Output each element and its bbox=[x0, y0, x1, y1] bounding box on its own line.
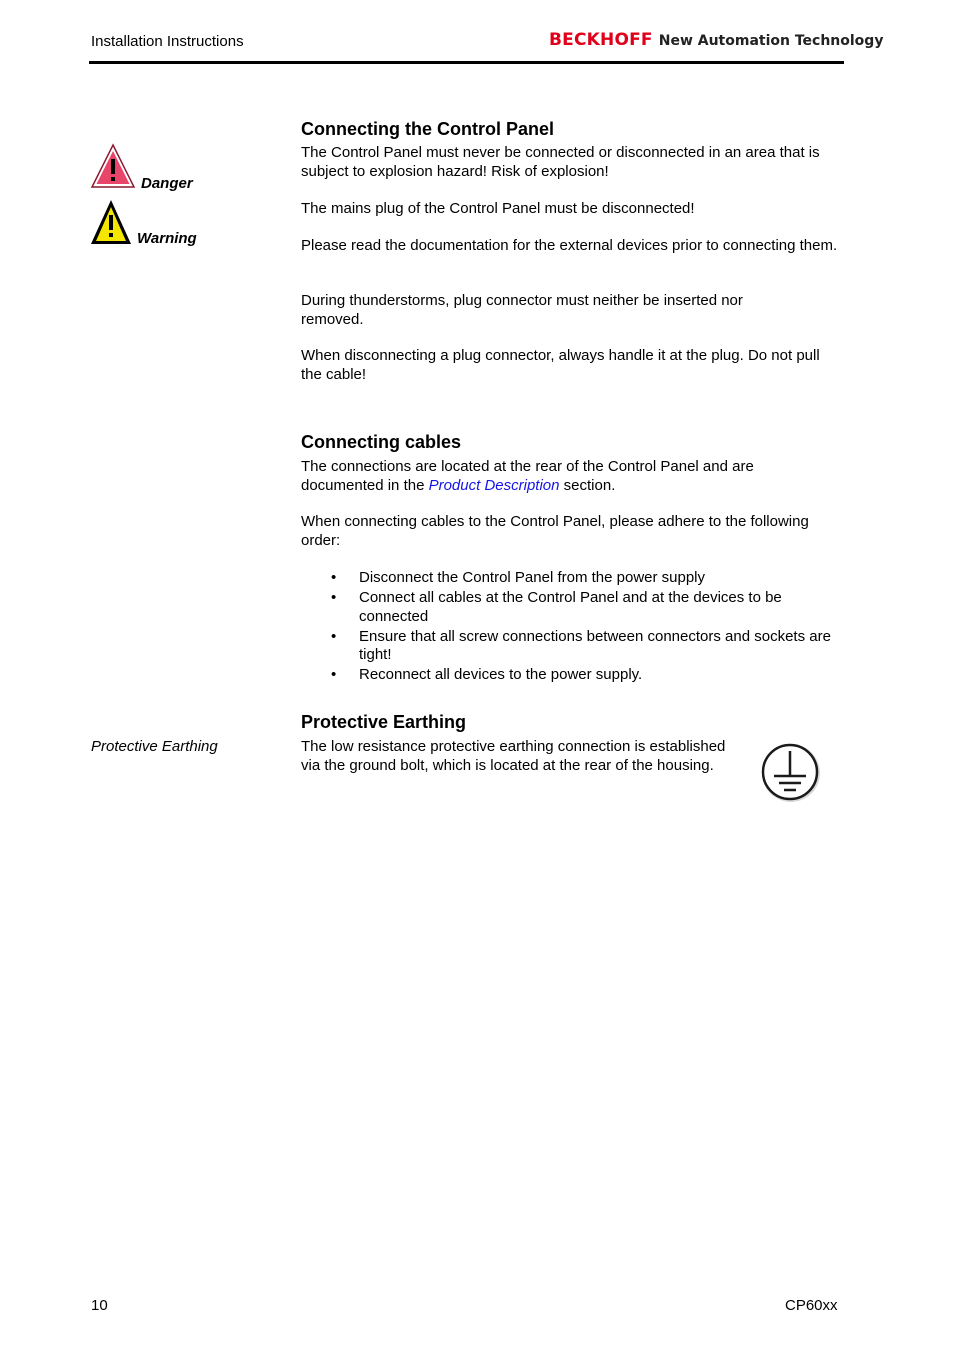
earthing-paragraph: The low resistance protective earthing connection is established via the ground bolt, which is located at the rear of the housing. bbox=[301, 738, 726, 774]
brand-tagline: New Automation Technology bbox=[658, 33, 884, 49]
cables-intro-suffix: section. bbox=[559, 476, 616, 494]
header-divider bbox=[89, 61, 844, 64]
cables-intro-text: The connections are located at the rear of the Control Panel and are documented in the bbox=[301, 458, 754, 494]
control-panel-paragraph-2: The mains plug of the Control Panel must be disconnected! bbox=[301, 200, 695, 217]
protective-earthing-side-label: Protective Earthing bbox=[91, 738, 218, 755]
danger-label: Danger bbox=[141, 175, 193, 192]
header-section-title: Installation Instructions bbox=[91, 33, 244, 50]
control-panel-paragraph-4: During thunderstorms, plug connector must neither be inserted nor removed. bbox=[301, 292, 743, 328]
cables-intro-paragraph bbox=[301, 458, 821, 495]
cables-order-paragraph: When connecting cables to the Control Panel, please adhere to the following order: bbox=[301, 513, 809, 549]
warning-icon bbox=[90, 199, 132, 245]
product-description-link[interactable]: Product Description bbox=[428, 476, 560, 494]
list-item: • Connect all cables at the Control Panel and at the devices to be connected bbox=[331, 589, 782, 625]
control-panel-paragraph-3: Please read the documentation for the external devices prior to connecting them. bbox=[301, 237, 838, 254]
heading-protective-earthing: Protective Earthing bbox=[301, 712, 467, 732]
warning-label: Warning bbox=[137, 230, 197, 247]
heading-connecting-control-panel: Connecting the Control Panel bbox=[301, 119, 555, 139]
control-panel-paragraph-5: When disconnecting a plug connector, always handle it at the plug. Do not pull the cable! bbox=[301, 347, 820, 383]
ground-icon bbox=[758, 741, 824, 805]
page-number: 10 bbox=[91, 1297, 108, 1314]
list-item: • Reconnect all devices to the power supply. bbox=[331, 666, 643, 683]
product-name: CP60xx bbox=[785, 1297, 838, 1314]
brand-logo bbox=[549, 31, 883, 51]
heading-connecting-cables: Connecting cables bbox=[301, 432, 462, 452]
danger-icon bbox=[90, 143, 136, 189]
brand-name: BECKHOFF bbox=[549, 30, 653, 50]
control-panel-paragraph-1: The Control Panel must never be connected or disconnected in an area that is subject to explosion hazard! Risk of explosion! bbox=[301, 144, 820, 180]
connection-order-list bbox=[301, 569, 841, 685]
list-item: • Disconnect the Control Panel from the power supply bbox=[331, 569, 706, 586]
list-item: • Ensure that all screw connections between connectors and sockets are tight! bbox=[331, 627, 831, 663]
